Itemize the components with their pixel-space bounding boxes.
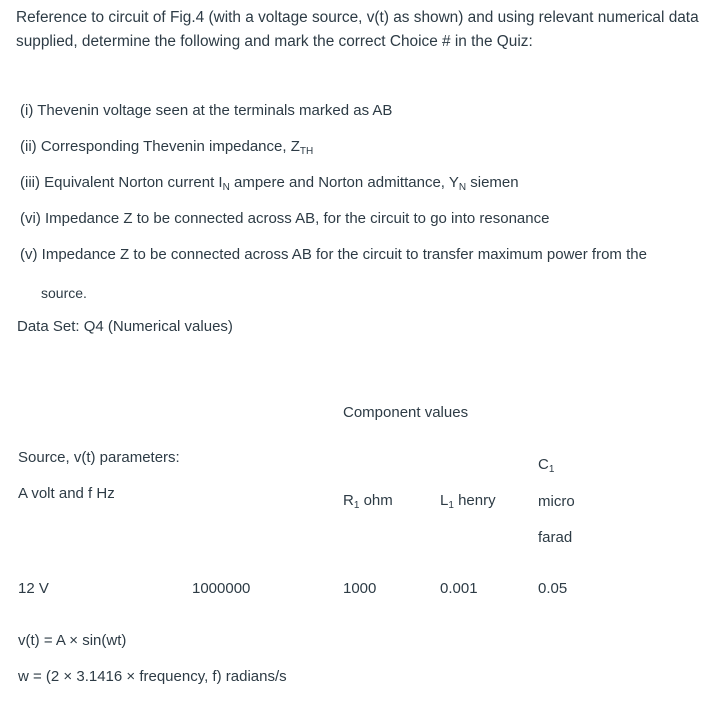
question-3-text-c: siemen [466, 174, 519, 191]
l1-header [440, 491, 496, 511]
component-values-header: Component values [343, 404, 469, 421]
source-params-units: A volt and f Hz [18, 485, 115, 502]
question-1: (i) Thevenin voltage seen at the terminals marked as AB [20, 102, 393, 119]
question-3-subscript-1: N [222, 182, 230, 193]
question-3-subscript-2: N [458, 182, 467, 193]
l1-subscript: 1 [448, 500, 454, 511]
intro-paragraph: Reference to circuit of Fig.4 (with a voltage source, v(t) as shown) and using relevant numerical data supplied, determine the following and mark the correct Choice # in the Quiz: [16, 9, 699, 50]
r1-symbol: R [343, 492, 354, 509]
question-3-text-b: ampere and Norton admittance, Y [229, 174, 459, 191]
formula-omega: w = (2 × 3.1416 × frequency, f) radians/s [18, 668, 287, 685]
value-r1: 1000 [343, 580, 377, 597]
c1-unit-line-1: micro [538, 493, 575, 510]
c1-symbol: C [538, 456, 549, 473]
question-4: (vi) Impedance Z to be connected across AB, for the circuit to go into resonance [20, 210, 550, 227]
c1-subscript: 1 [548, 464, 555, 475]
question-3-text-a: (iii) Equivalent Norton current I [20, 174, 223, 191]
r1-subscript: 1 [353, 500, 360, 511]
source-params-label: Source, v(t) parameters: [18, 449, 180, 466]
value-amplitude: 12 V [18, 580, 49, 597]
question-5-line-1: (v) Impedance Z to be connected across AB for the circuit to transfer maximum power from the [20, 246, 647, 263]
l1-symbol: L [440, 492, 449, 509]
value-frequency: 1000000 [192, 580, 251, 597]
l1-unit: henry [453, 492, 496, 509]
formula-vt: v(t) = A × sin(wt) [18, 632, 127, 649]
c1-unit-line-2: farad [538, 529, 573, 546]
question-3 [20, 173, 519, 193]
r1-unit: ohm [359, 492, 393, 509]
c1-header [538, 455, 554, 475]
r1-header [343, 491, 393, 511]
question-2-subscript: TH [299, 146, 314, 157]
value-c1: 0.05 [538, 580, 568, 597]
question-2 [20, 137, 313, 157]
data-set-label: Data Set: Q4 (Numerical values) [17, 318, 233, 335]
question-5-line-2: source. [41, 285, 87, 301]
question-2-text: (ii) Corresponding Thevenin impedance, Z [20, 138, 300, 155]
value-l1: 0.001 [440, 580, 478, 597]
